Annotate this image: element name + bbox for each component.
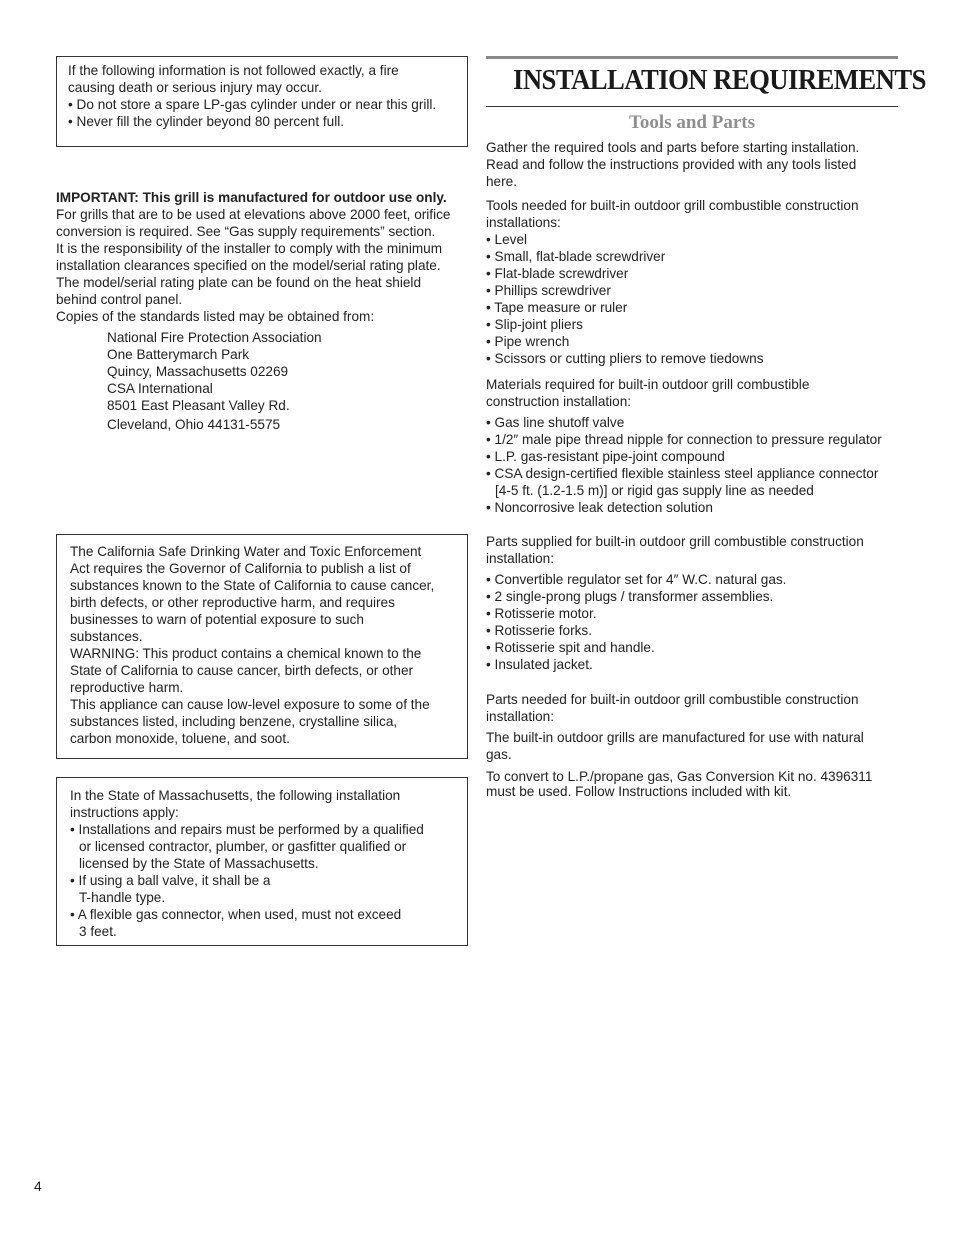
conversion-kit-line: must be used. Follow Instructions included with kit.	[486, 784, 792, 799]
important-line: conversion is required. See “Gas supply requirements” section.	[56, 224, 436, 239]
massachusetts-line: In the State of Massachusetts, the following installation	[70, 788, 401, 803]
california-line: Act requires the Governor of California to publish a list of	[70, 561, 411, 576]
california-line: substances.	[70, 629, 143, 644]
tool-item: • Slip-joint pliers	[486, 317, 583, 332]
warning-bullet: • Do not store a spare LP-gas cylinder under or near this grill.	[68, 97, 437, 112]
california-line: State of California to cause cancer, birth defects, or other	[70, 663, 414, 678]
parts-supplied-item: • Insulated jacket.	[486, 657, 593, 672]
tool-item: • Pipe wrench	[486, 334, 570, 349]
massachusetts-line: instructions apply:	[70, 805, 179, 820]
tools-intro-line: installations:	[486, 215, 561, 230]
massachusetts-bullet: • A flexible gas connector, when used, must not exceed	[70, 907, 402, 922]
california-line: carbon monoxide, toluene, and soot.	[70, 731, 290, 746]
section-subtitle: Tools and Parts	[629, 112, 755, 133]
massachusetts-line: or licensed contractor, plumber, or gasfitter qualified or	[79, 839, 407, 854]
fire-warning-box	[56, 56, 468, 147]
tool-item: • Level	[486, 232, 528, 247]
address-line: Quincy, Massachusetts 02269	[107, 364, 289, 379]
parts-needed-intro-line: installation:	[486, 709, 555, 724]
tool-item: • Small, flat-blade screwdriver	[486, 249, 666, 264]
important-line: The model/serial rating plate can be found on the heat shield	[56, 275, 422, 290]
tools-intro-line: Tools needed for built-in outdoor grill combustible construction	[486, 198, 859, 213]
parts-supplied-section	[486, 533, 898, 673]
massachusetts-line: 3 feet.	[79, 924, 117, 939]
important-line: Copies of the standards listed may be obtained from:	[56, 309, 375, 324]
warning-line: If the following information is not followed exactly, a fire	[68, 63, 399, 78]
important-line: behind control panel.	[56, 292, 183, 307]
parts-needed-line: The built-in outdoor grills are manufactured for use with natural	[486, 730, 864, 745]
california-line: The California Safe Drinking Water and Toxic Enforcement	[70, 544, 422, 559]
california-line: WARNING: This product contains a chemical known to the	[70, 646, 422, 661]
page-title: INSTALLATION REQUIREMENTS	[513, 64, 926, 96]
intro-line: here.	[486, 174, 517, 189]
page-number: 4	[34, 1178, 42, 1194]
intro-line: Gather the required tools and parts before starting installation.	[486, 140, 860, 155]
standards-address	[107, 329, 322, 433]
important-line: installation clearances specified on the model/serial rating plate.	[56, 258, 441, 273]
tool-item: • Phillips screwdriver	[486, 283, 611, 298]
california-line: reproductive harm.	[70, 680, 184, 695]
parts-supplied-item: • Rotisserie forks.	[486, 623, 592, 638]
california-line: substances known to the State of California to cause cancer,	[70, 578, 435, 593]
california-line: birth defects, or other reproductive harm, and requires	[70, 595, 395, 610]
title-top-rule	[486, 56, 898, 59]
massachusetts-line: licensed by the State of Massachusetts.	[79, 856, 319, 871]
important-notice	[56, 189, 468, 325]
intro-paragraph	[486, 139, 898, 190]
parts-needed-line: gas.	[486, 747, 512, 762]
california-prop65-box	[56, 534, 468, 759]
important-line: It is the responsibility of the installer to comply with the minimum	[56, 241, 443, 256]
tool-item: • Tape measure or ruler	[486, 300, 628, 315]
address-line: One Batterymarch Park	[107, 347, 250, 362]
address-line: National Fire Protection Association	[107, 330, 322, 345]
conversion-kit-line: To convert to L.P./propane gas, Gas Conversion Kit no. 4396311	[486, 769, 873, 784]
parts-needed-intro-line: Parts needed for built-in outdoor grill combustible construction	[486, 692, 859, 707]
tool-item: • Scissors or cutting pliers to remove tiedowns	[486, 351, 764, 366]
parts-supplied-intro-line: installation:	[486, 551, 555, 566]
material-item: • Gas line shutoff valve	[486, 415, 625, 430]
massachusetts-box	[56, 777, 468, 946]
important-line: For grills that are to be used at elevations above 2000 feet, orifice	[56, 207, 451, 222]
address-line: Cleveland, Ohio 44131-5575	[107, 417, 281, 432]
important-heading: IMPORTANT: This grill is manufactured for outdoor use only.	[56, 190, 447, 205]
materials-intro-line: Materials required for built-in outdoor grill combustible	[486, 377, 810, 392]
title-bottom-rule	[486, 106, 898, 107]
material-item: • Noncorrosive leak detection solution	[486, 500, 713, 515]
tools-section	[486, 197, 898, 367]
california-line: substances listed, including benzene, crystalline silica,	[70, 714, 398, 729]
materials-intro-line: construction installation:	[486, 394, 632, 409]
warning-line: causing death or serious injury may occur.	[68, 80, 322, 95]
california-line: This appliance can cause low-level exposure to some of the	[70, 697, 430, 712]
parts-supplied-item: • Rotisserie motor.	[486, 606, 597, 621]
tool-item: • Flat-blade screwdriver	[486, 266, 629, 281]
address-line: CSA International	[107, 381, 213, 396]
massachusetts-bullet: • Installations and repairs must be performed by a qualified	[70, 822, 424, 837]
massachusetts-line: T-handle type.	[79, 890, 166, 905]
intro-line: Read and follow the instructions provided with any tools listed	[486, 157, 857, 172]
parts-supplied-item: • Rotisserie spit and handle.	[486, 640, 655, 655]
california-line: businesses to warn of potential exposure to such	[70, 612, 364, 627]
material-item: [4-5 ft. (1.2-1.5 m)] or rigid gas supply line as needed	[495, 483, 814, 498]
warning-bullet: • Never fill the cylinder beyond 80 percent full.	[68, 114, 345, 129]
material-item: • 1/2″ male pipe thread nipple for connection to pressure regulator	[486, 432, 882, 447]
parts-supplied-item: • 2 single-prong plugs / transformer assemblies.	[486, 589, 774, 604]
massachusetts-bullet: • If using a ball valve, it shall be a	[70, 873, 271, 888]
material-item: • L.P. gas-resistant pipe-joint compound	[486, 449, 725, 464]
parts-supplied-intro-line: Parts supplied for built-in outdoor grill combustible construction	[486, 534, 864, 549]
parts-supplied-item: • Convertible regulator set for 4″ W.C. natural gas.	[486, 572, 787, 587]
materials-section	[486, 376, 898, 516]
parts-needed-section	[486, 691, 898, 800]
material-item: • CSA design-certified flexible stainless steel appliance connector	[486, 466, 879, 481]
address-line: 8501 East Pleasant Valley Rd.	[107, 398, 290, 413]
